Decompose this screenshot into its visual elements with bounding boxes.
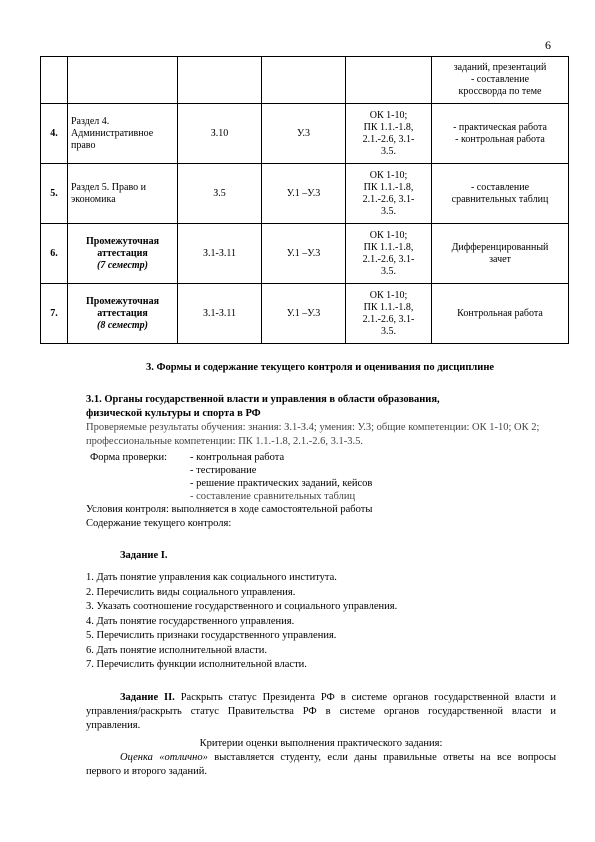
comp-line: 2.1.-2.6, 3.1- <box>362 313 415 325</box>
semester-label: (8 семестр) <box>96 319 149 331</box>
grade-paragraph <box>86 751 556 779</box>
table-row <box>41 224 569 284</box>
comp-line: 3.5. <box>381 145 396 157</box>
comp-line: ОК 1-10; <box>369 229 408 241</box>
row-number: 7. <box>41 284 68 344</box>
competency-cell <box>346 224 432 284</box>
section-cell <box>68 224 178 284</box>
grade-text: выставляется студенту, если даны правильные ответы на все вопросы первого и второго заданий. <box>86 751 556 777</box>
comp-line: 2.1.-2.6, 3.1- <box>362 133 415 145</box>
comp-line: ПК 1.1.-1.8, <box>363 301 414 313</box>
semester-label: (7 семестр) <box>96 259 149 271</box>
table-row <box>41 284 569 344</box>
form-line: заданий, презентаций <box>453 62 547 73</box>
section-3-heading: 3. Формы и содержание текущего контроля и оценивания по дисциплине <box>145 362 495 373</box>
task-1-list <box>86 571 556 673</box>
form-line: Дифференцированный <box>451 241 549 253</box>
section-cell <box>68 104 178 164</box>
skill-cell: У.1 –У.3 <box>262 164 346 224</box>
task-2-paragraph <box>86 691 556 733</box>
control-conditions: Условия контроля: выполняется в ходе самостоятельной работы <box>86 504 373 515</box>
task-1-title: Задание I. <box>120 550 168 561</box>
comp-line: ПК 1.1.-1.8, <box>363 181 414 193</box>
check-forms-block <box>86 451 556 503</box>
skill-cell: У.1 –У.3 <box>262 284 346 344</box>
comp-line: ОК 1-10; <box>369 169 408 181</box>
row-number: 4. <box>41 104 68 164</box>
list-item: - решение практических заданий, кейсов <box>190 478 373 489</box>
list-item: 4. Дать понятие государственного управления. <box>86 615 295 627</box>
form-cell <box>432 57 569 104</box>
form-line: зачет <box>489 253 511 265</box>
list-item: - тестирование <box>190 465 257 476</box>
section-3-1-heading <box>86 393 556 421</box>
task-2-label: Задание II. <box>120 691 175 703</box>
form-line: сравнительных таблиц <box>451 193 549 205</box>
section-line: Раздел 5. Право и <box>71 181 146 193</box>
list-item: 2. Перечислить виды социального управления. <box>86 586 296 598</box>
control-content: Содержание текущего контроля: <box>86 518 232 529</box>
checked-results: Проверяемые результаты обучения: знания: З.1-З.4; умения: У.3; общие компетенции: ОК 1-10; ОК 2; профессиональные компетенции: ПК 1.1.-1.8, 2.1.-2.6, 3.1-3.5. <box>86 422 540 447</box>
form-cell <box>432 104 569 164</box>
section-line: аттестация <box>97 307 148 319</box>
section-line: Раздел 4. <box>71 115 110 127</box>
form-line: - составление <box>470 74 530 85</box>
section-line: аттестация <box>97 247 148 259</box>
task-2-text: Раскрыть статус Президента РФ в системе органов государственной власти и управления/раскрыть статус Правительства РФ в системе органов государственной власти и управления. <box>86 691 556 731</box>
competency-cell <box>346 164 432 224</box>
knowledge-cell: З.1-З.11 <box>178 284 262 344</box>
comp-line: ОК 1-10; <box>369 109 408 121</box>
comp-line: ПК 1.1.-1.8, <box>363 121 414 133</box>
form-cell <box>432 164 569 224</box>
criteria-title: Критерии оценки выполнения практического задания: <box>199 737 443 749</box>
competency-table <box>40 56 569 344</box>
table-row <box>41 104 569 164</box>
list-item: 6. Дать понятие исполнительной власти. <box>86 644 267 656</box>
row-number: 6. <box>41 224 68 284</box>
table-row <box>41 164 569 224</box>
document-body <box>86 361 556 779</box>
page-number: 6 <box>545 38 551 52</box>
section-line: Административное <box>71 127 154 139</box>
section-cell <box>68 284 178 344</box>
section-line: Промежуточная <box>86 235 159 247</box>
competency-cell <box>346 284 432 344</box>
comp-line: 2.1.-2.6, 3.1- <box>362 253 415 265</box>
list-item: 1. Дать понятие управления как социального института. <box>86 572 337 583</box>
heading-line: физической культуры и спорта в РФ <box>86 408 261 419</box>
list-item: - контрольная работа <box>190 452 285 463</box>
knowledge-cell: З.1-З.11 <box>178 224 262 284</box>
skill-cell: У.1 –У.3 <box>262 224 346 284</box>
heading-line: 3.1. Органы государственной власти и управления в области образования, <box>86 394 440 405</box>
form-line: Контрольная работа <box>457 307 543 319</box>
comp-line: ПК 1.1.-1.8, <box>363 241 414 253</box>
row-number: 5. <box>41 164 68 224</box>
knowledge-cell: З.10 <box>178 104 262 164</box>
section-cell <box>68 164 178 224</box>
comp-line: 2.1.-2.6, 3.1- <box>362 193 415 205</box>
competency-cell <box>346 104 432 164</box>
section-line: экономика <box>71 193 116 205</box>
form-line: кроссворда по теме <box>458 86 542 97</box>
list-item: 7. Перечислить функции исполнительной власти. <box>86 659 307 670</box>
list-item: - составление сравнительных таблиц <box>190 491 356 502</box>
comp-line: ОК 1-10; <box>369 289 408 301</box>
knowledge-cell: З.5 <box>178 164 262 224</box>
form-cell <box>432 284 569 344</box>
table-row <box>41 57 569 104</box>
comp-line: 3.5. <box>381 265 396 277</box>
section-line: Промежуточная <box>86 295 159 307</box>
section-line: право <box>71 139 96 151</box>
form-cell <box>432 224 569 284</box>
list-item: 5. Перечислить признаки государственного управления. <box>86 630 337 641</box>
comp-line: 3.5. <box>381 325 396 337</box>
form-line: - практическая работа <box>453 121 547 133</box>
list-item: 3. Указать соотношение государственного и социального управления. <box>86 601 398 612</box>
check-form-label: Форма проверки: <box>90 452 168 463</box>
form-line: - составление <box>470 181 530 193</box>
check-forms-list <box>190 451 372 503</box>
form-line: - контрольная работа <box>455 133 545 145</box>
comp-line: 3.5. <box>381 205 396 217</box>
skill-cell: У.3 <box>262 104 346 164</box>
grade-label: Оценка «отлично» <box>120 751 208 763</box>
